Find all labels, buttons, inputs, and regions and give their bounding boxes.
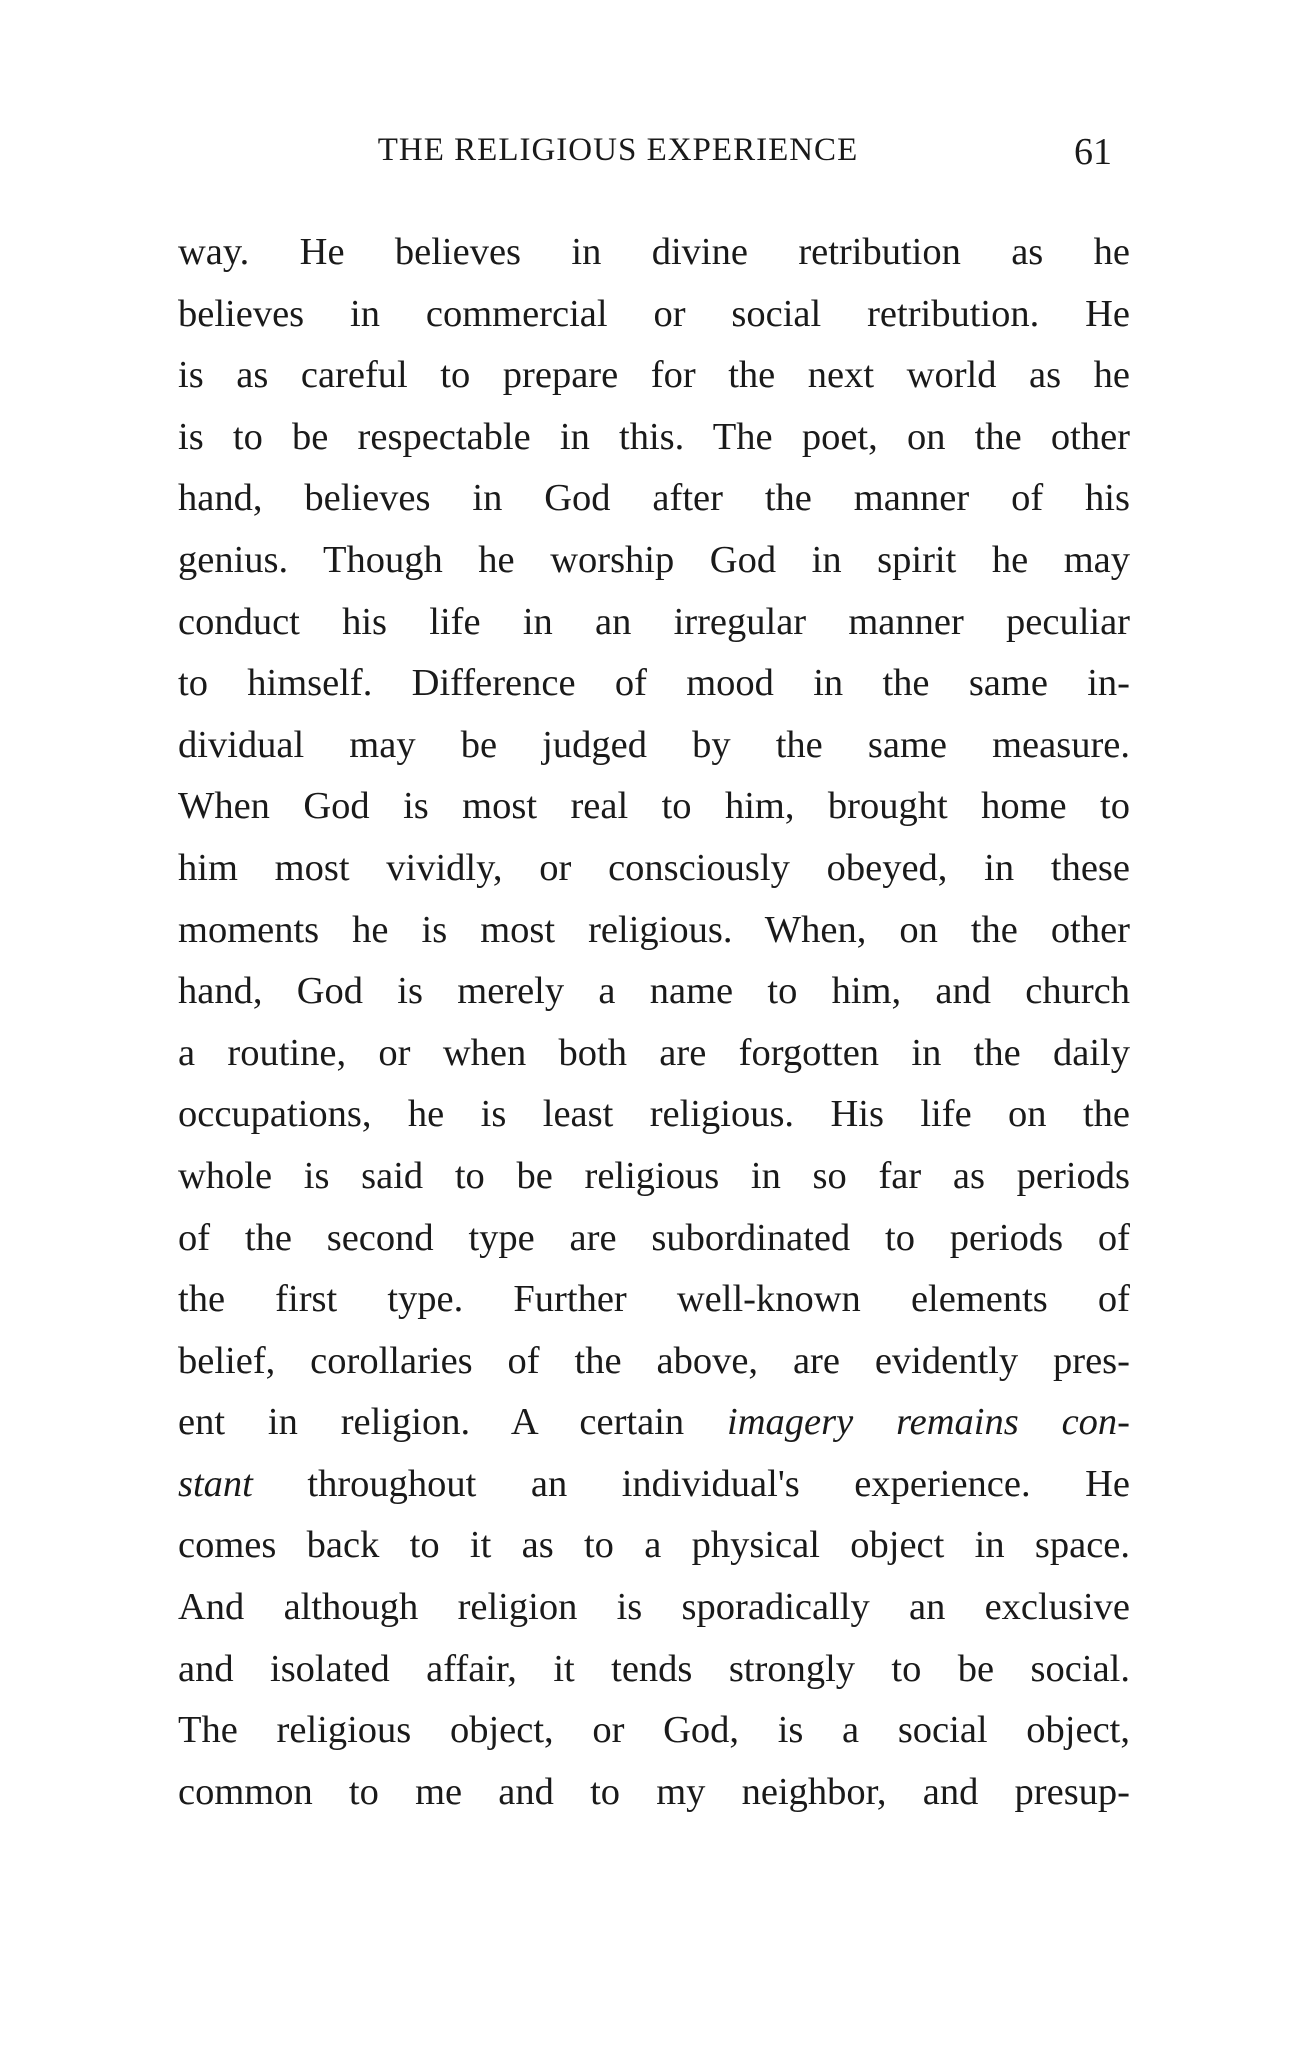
text-line: moments he is most religious. When, on the other [178, 908, 1130, 951]
text-line: occupations, he is least religious. His life on the [178, 1093, 1130, 1136]
text-line: to himself. Difference of mood in the same in- [178, 662, 1130, 705]
text-line: the first type. Further well-known elements of [178, 1278, 1130, 1321]
text-line: is as careful to prepare for the next world as he [178, 354, 1130, 397]
body-text [178, 222, 1130, 1823]
italic-phrase: imagery remains con- [727, 1401, 1130, 1444]
text-line: is to be respectable in this. The poet, on the other [178, 415, 1130, 458]
text-line: of the second type are subordinated to periods of [178, 1216, 1130, 1259]
page-number: 61 [1074, 131, 1112, 173]
text-line: conduct his life in an irregular manner peculiar [178, 600, 1130, 643]
text-run: throughout an individual's experience. He [252, 1462, 1130, 1505]
text-line: The religious object, or God, is a social object, [178, 1709, 1130, 1752]
text-line: common to me and to my neighbor, and presup- [178, 1770, 1130, 1813]
text-line: hand, believes in God after the manner of his [178, 477, 1130, 520]
text-line: way. He believes in divine retribution as he [178, 231, 1130, 273]
text-line: When God is most real to him, brought home to [178, 785, 1130, 828]
running-head [178, 132, 1138, 182]
text-run: ent in religion. A certain [178, 1401, 728, 1444]
text-line: genius. Though he worship God in spirit he may [178, 538, 1130, 581]
text-line: hand, God is merely a name to him, and church [178, 970, 1130, 1013]
text-line-italic-start [178, 1454, 1130, 1516]
text-line: comes back to it as to a physical object in space. [178, 1524, 1130, 1567]
text-line-italic-end [178, 1392, 1130, 1454]
text-line: and isolated affair, it tends strongly to be social. [178, 1647, 1130, 1690]
text-line: believes in commercial or social retribution. He [178, 292, 1130, 335]
text-line: dividual may be judged by the same measure. [178, 723, 1130, 766]
text-line: And although religion is sporadically an exclusive [178, 1586, 1130, 1629]
running-title: THE RELIGIOUS EXPERIENCE [377, 132, 859, 168]
italic-phrase: stant [178, 1462, 253, 1505]
text-line: belief, corollaries of the above, are evidently pres- [178, 1339, 1130, 1382]
text-line: a routine, or when both are forgotten in the daily [178, 1031, 1130, 1074]
text-line: him most vividly, or consciously obeyed, in these [178, 846, 1130, 889]
text-line: whole is said to be religious in so far as periods [178, 1154, 1130, 1197]
